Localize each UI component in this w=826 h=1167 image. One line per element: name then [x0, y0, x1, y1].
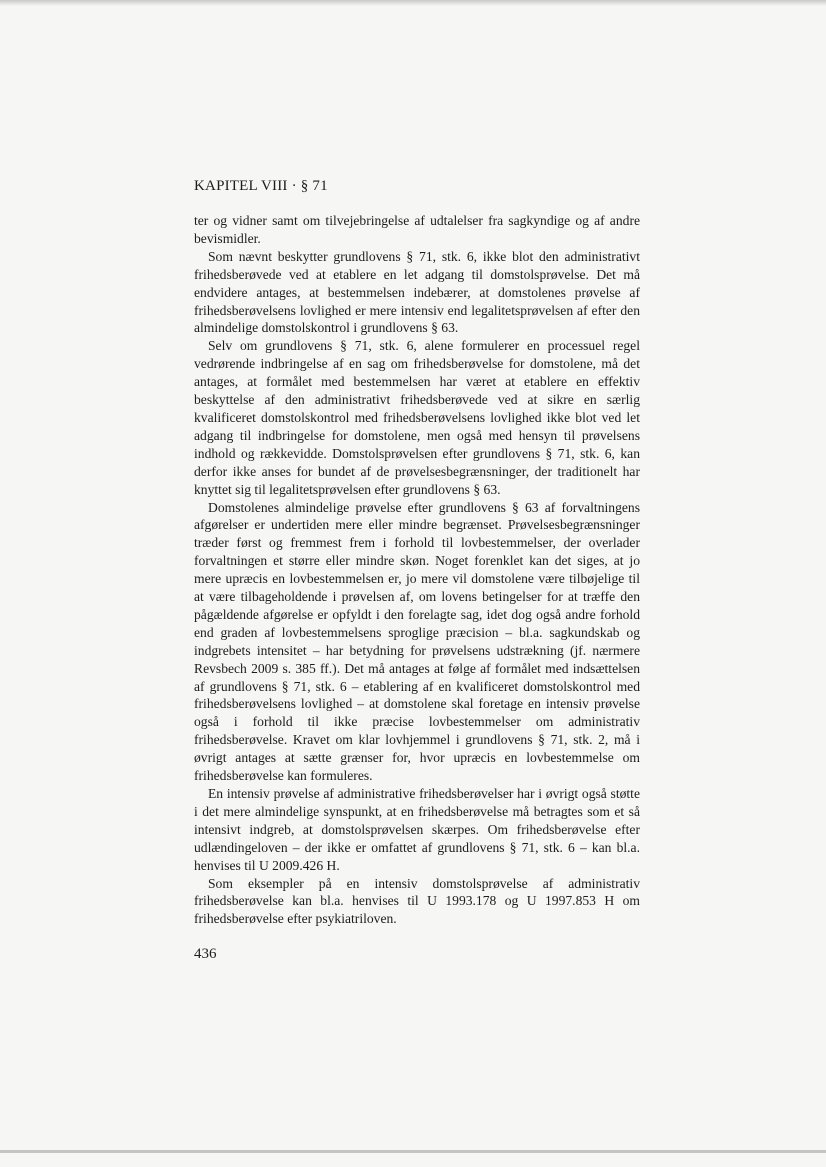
- page-number: 436: [194, 946, 217, 962]
- paragraph-3: Selv om grundlovens § 71, stk. 6, alene formulerer en processuel regel vedrørende indbringelse af en sag om frihedsberøvelse for domstolene, må det antages, at formålet med bestemmelsen har været at etablere en effektiv beskyttelse af den administrativt frihedsberøvede ved at sikre en særlig kvalificeret domstolskontrol med frihedsberøvelsens lovlighed ikke blot ved let adgang til indbringelse for domstolene, men også med hensyn til prøvelsens indhold og rækkevidde. Domstolsprøvelsen efter grundlovens § 71, stk. 6, kan derfor ikke anses for bundet af de prøvelsesbegrænsninger, der traditionelt har knyttet sig til legalitetsprøvelsen efter grundlovens § 63.: [194, 338, 640, 497]
- paragraph-4: Domstolenes almindelige prøvelse efter grundlovens § 63 af forvaltningens afgørelser er undertiden mere eller mindre begrænset. Prøvelsesbegrænsninger træder først og fremmest frem i forhold til lovbestemmelser, der overlader forvaltningen et større eller mindre skøn. Noget forenklet kan det siges, at jo mere upræcis en lovbestemmelsen er, jo mere vil domstolene være tilbøjelige til at være tilbageholdende i prøvelsen af, om lovens betingelser for at træffe den pågældende afgørelse er opfyldt i den forelagte sag, idet dog også andre forhold end graden af lovbestemmelsens sproglige præcision – bl.a. sagkundskab og indgrebets intensitet – har betydning for prøvelsens udstrækning (jf. nærmere Revsbech 2009 s. 385 ff.). Det må antages at følge af formålet med indsættelsen af grundlovens § 71, stk. 6 – etablering af en kvalificeret domstolskontrol med frihedsberøvelsens lovlighed – at domstolene skal foretage en intensiv prøvelse også i forhold til ikke præcise lovbestemmelser om administrativ frihedsberøvelse. Kravet om klar lovhjemmel i grundlovens § 71, stk. 2, må i øvrigt antages at sætte grænser for, hvor upræcis en lovbestemmelse om frihedsberøvelse kan formuleres.: [194, 499, 640, 784]
- paragraph-6: Som eksempler på en intensiv domstolsprøvelse af administrativ frihedsberøvelse kan bl.a. henvises til U 1993.178 og U 1997.853 H om frihedsberøvelse efter psykiatriloven.: [194, 875, 640, 927]
- scan-edge-bottom: [0, 1150, 826, 1153]
- paragraph-5: En intensiv prøvelse af administrative frihedsberøvelser har i øvrigt også støtte i det mere almindelige synspunkt, at en frihedsberøvelse må betragtes som et så intensivt indgreb, at domstolsprøvelsen skærpes. Om frihedsberøvelse efter udlændingeloven – der ikke er omfattet af grundlovens § 71, stk. 6 – kan bl.a. henvises til U 2009.426 H.: [194, 786, 640, 873]
- paragraph-1: ter og vidner samt om tilvejebringelse af udtalelser fra sagkyndige og af andre bevismidler.: [194, 213, 640, 246]
- paragraph-2: Som nævnt beskytter grundlovens § 71, stk. 6, ikke blot den administrativt frihedsberøvede ved at etablere en let adgang til domstolsprøvelse. Det må endvidere antages, at bestemmelsen indebærer, at domstolenes prøvelse af frihedsberøvelsens lovlighed er mere intensiv end legalitetsprøvelsen af efter den almindelige domstolskontrol i grundlovens § 63.: [194, 248, 640, 336]
- scan-edge-top: [0, 0, 826, 6]
- running-head: KAPITEL VIII · § 71: [194, 178, 328, 194]
- body-text: [194, 212, 640, 928]
